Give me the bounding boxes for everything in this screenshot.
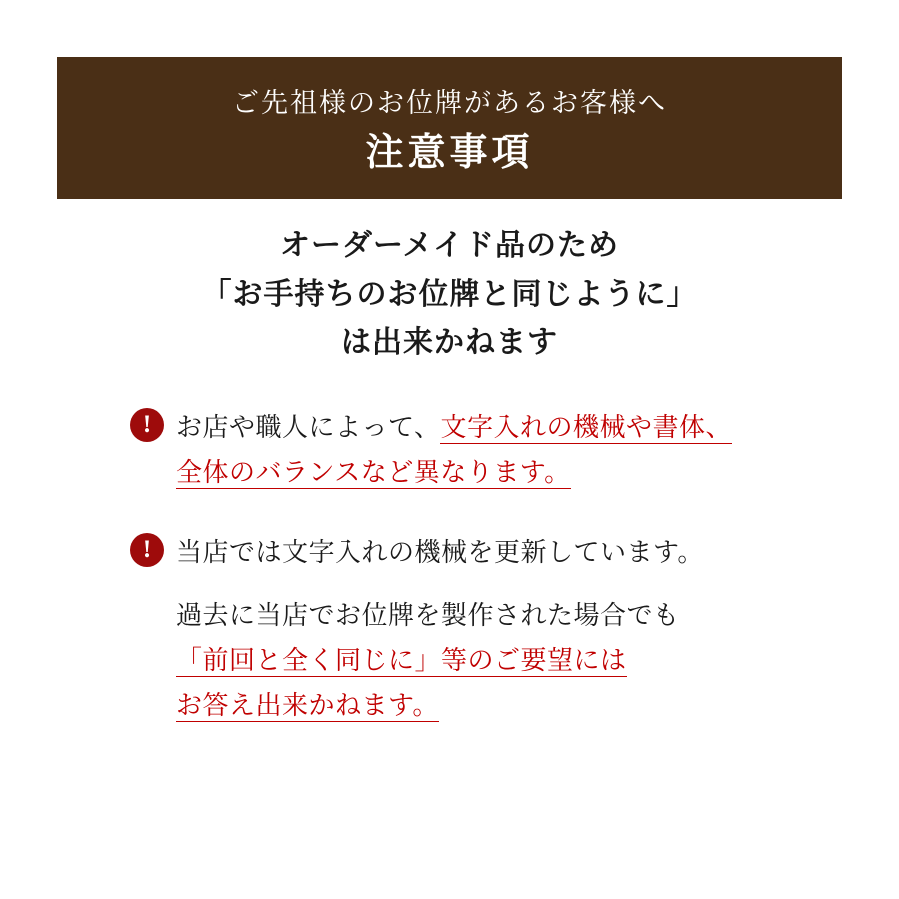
exclamation-icon: ! xyxy=(130,408,164,442)
list-item xyxy=(130,405,830,494)
notice-1-line-1-black: お店や職人によって、 xyxy=(176,412,441,442)
notice-2-line-1-black: 当店では文字入れの機械を更新しています。 xyxy=(176,537,704,568)
lead-statement xyxy=(57,222,842,368)
notice-2-sub-line-3: お答え出来かねます。 xyxy=(176,689,439,720)
header-subtitle: ご先祖様のお位牌があるお客様へ xyxy=(232,87,667,118)
notice-2-sub-line-1: 過去に当店でお位牌を製作された場合でも xyxy=(176,600,680,631)
header-band xyxy=(57,57,842,199)
notice-list xyxy=(130,405,830,763)
page-title: 注意事項 xyxy=(365,132,534,175)
lead-line-2: 「お手持ちのお位牌と同じように」 xyxy=(201,277,698,311)
notice-2-sub xyxy=(176,593,830,727)
notice-text-1 xyxy=(176,405,732,494)
lead-line-1: オーダーメイド品のため xyxy=(280,229,619,262)
notice-1-line-1-red: 文字入れの機械や書体、 xyxy=(440,412,732,442)
lead-line-3: は出来かねます xyxy=(341,326,558,360)
exclamation-icon: ! xyxy=(130,533,164,567)
notice-1-line-2-red: 全体のバランスなど異なります。 xyxy=(176,456,571,487)
notice-text-2 xyxy=(176,530,704,575)
list-item xyxy=(130,530,830,727)
notice-2-sub-line-2: 「前回と全く同じに」等のご要望には xyxy=(176,644,627,675)
